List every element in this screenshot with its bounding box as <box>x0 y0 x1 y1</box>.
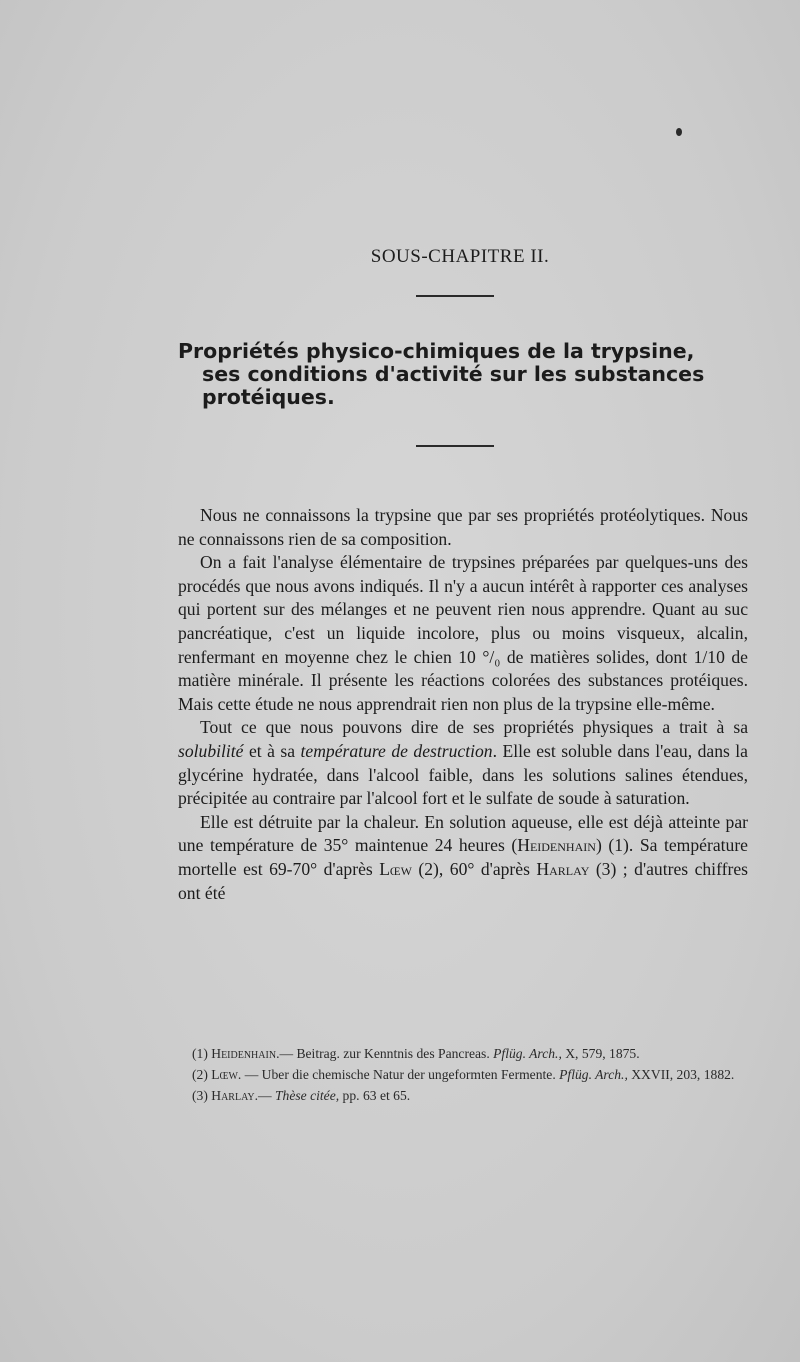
footnote-1-title: .— Beitrag. zur Kenntnis des Pancreas. <box>276 1046 494 1061</box>
p3-emphasis-temperature: température de destruction <box>300 740 493 761</box>
body-text <box>178 504 748 905</box>
p4-text-c: (2), 60° d'après <box>411 858 537 879</box>
footnote-1-ref: X, 579, 1875. <box>561 1046 640 1061</box>
author-heidenhain: Heidenhain <box>517 835 596 856</box>
footnote-2 <box>178 1064 753 1085</box>
p3-text-c: . Elle est soluble dans l'eau, dans la glycérine hydratée, dans l'alcool faible, dans les solutions salines étendues, précipitée au contraire par l'alcool fort et le sulfate de soude à saturation. <box>178 740 748 809</box>
footnote-3-author: Harlay <box>211 1088 255 1103</box>
footnote-1 <box>178 1043 753 1064</box>
ink-speck <box>676 128 682 136</box>
footnote-3-sep: .— <box>254 1088 275 1103</box>
p4-text-a: Elle est détruite par la chaleur. En solution aqueuse, elle est déjà atteinte par une température de 35° maintenue 24 heures ( <box>178 811 748 856</box>
author-loew: Lœw <box>379 858 412 879</box>
paragraph-2: On a fait l'analyse élémentaire de trypsines préparées par quelques-uns des procédés que nous avons indiqués. Il n'y a aucun intérêt à rapporter ces analyses qui portent sur des mélanges et ne peuvent rien nous apprendre. Quant au suc pancréatique, c'est un liquide incolore, plus ou moins visqueux, alcalin, renfermant en moyenne chez le chien 10 °/₀ de matières solides, dont 1/10 de matière minérale. Il présente les réactions colorées des substances protéiques. Mais cette étude ne nous apprendrait rien non plus de la trypsine elle-même. <box>178 552 748 714</box>
footnote-2-journal: Pflüg. Arch., <box>559 1067 628 1082</box>
paragraph-4 <box>178 811 748 905</box>
footnote-1-author: Heidenhain <box>211 1046 277 1061</box>
p3-text-b: et à sa <box>243 740 301 761</box>
footnote-1-number: (1) <box>192 1046 212 1061</box>
p3-emphasis-solubility: solubilité <box>178 740 244 761</box>
footnote-3-ref: pp. 63 et 65. <box>339 1088 411 1103</box>
author-harlay: Harlay <box>536 858 590 879</box>
footnotes <box>178 1043 753 1106</box>
footnote-2-author: Lœw <box>211 1067 238 1082</box>
p4-text-b: ) (1). Sa température mortelle est 69-70° d'après <box>178 835 748 879</box>
p3-text-a: Tout ce que nous pouvons dire de ses propriétés physiques a trait à sa <box>200 717 748 738</box>
footnote-3 <box>178 1085 753 1106</box>
top-divider <box>416 295 494 297</box>
footnote-2-ref: XXVII, 203, 1882. <box>627 1067 735 1082</box>
section-title <box>178 340 763 409</box>
paragraph-3 <box>178 716 748 810</box>
title-line-3: protéiques. <box>202 385 335 409</box>
title-line-1: Propriétés physico-chimiques de la trypsine, <box>178 339 695 363</box>
footnote-3-work: Thèse citée, <box>274 1088 340 1103</box>
bottom-divider <box>416 445 494 447</box>
footnote-3-number: (3) <box>192 1088 212 1103</box>
title-line-2: ses conditions d'activité sur les substances <box>202 362 705 386</box>
footnote-2-title: . — Uber die chemische Natur der ungeformten Fermente. <box>237 1067 560 1082</box>
chapter-heading: SOUS-CHAPITRE II. <box>370 246 550 267</box>
paragraph-1: Nous ne connaissons la trypsine que par ses propriétés protéolytiques. Nous ne connaissons rien de sa composition. <box>178 505 748 549</box>
footnote-1-journal: Pflüg. Arch., <box>493 1046 562 1061</box>
p4-text-d: (3) ; d'autres chiffres ont été <box>178 858 748 903</box>
footnote-2-number: (2) <box>192 1067 212 1082</box>
